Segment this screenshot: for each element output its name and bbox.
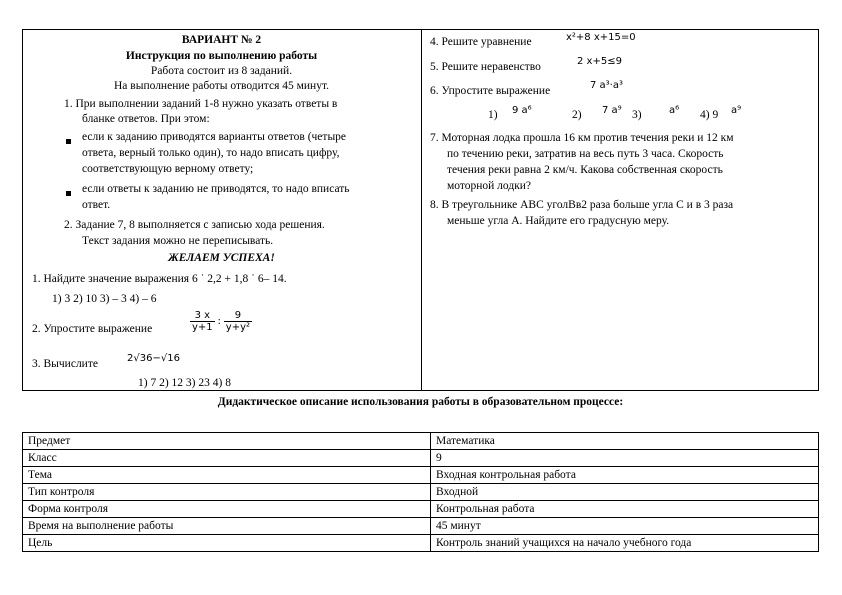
bullet2-line1: если ответы к заданию не приводятся, то надо вписать: [82, 183, 350, 195]
task4-expression: x²+8 x+15=0: [566, 32, 636, 43]
instructions-line1: Работа состоит из 8 заданий.: [150, 65, 293, 77]
task8-line1: 8. В треугольнике ABC уголВв2 раза больше угла С и в 3 раза: [430, 199, 734, 211]
table-row: [23, 450, 819, 467]
fraction-1-numerator: 3 x: [190, 310, 215, 322]
task5-expression: 2 x+5≤9: [577, 56, 622, 67]
instruction-item2-cont: Текст задания можно не переписывать.: [82, 235, 274, 247]
task6-answer4-value: a⁹: [731, 105, 742, 116]
task8-line2: меньше угла А. Найдите его градусную меру.: [447, 215, 670, 227]
task6-answer1-label: 1): [488, 109, 498, 121]
table-cell-value: Математика: [431, 433, 819, 450]
task6-answer4-label: 4) 9: [700, 109, 719, 121]
task4-text: 4. Решите уравнение: [430, 36, 532, 48]
table-row: [23, 501, 819, 518]
task2-text: 2. Упростите выражение: [32, 323, 153, 335]
fraction-2-numerator: 9: [224, 310, 252, 322]
task6-answer2-label: 2): [572, 109, 582, 121]
instruction-item2: 2. Задание 7, 8 выполняется с записью хода решения.: [64, 219, 325, 231]
table-row: [23, 433, 819, 450]
table-cell-value: 9: [431, 450, 819, 467]
task2-expression: $\frac{3 x}{y+1}$ : $\frac{9}{\text{y+y²}}$: [192, 310, 251, 333]
task6-answer3-label: 3): [632, 109, 642, 121]
task6-expression: 7 a³·a³: [590, 80, 623, 91]
task3-answers: 1) 7 2) 12 3) 23 4) 8: [138, 377, 231, 389]
table-cell-key: Цель: [23, 535, 431, 552]
instructions-line2: На выполнение работы отводится 45 минут.: [114, 80, 329, 92]
table-cell-value: Входная контрольная работа: [431, 467, 819, 484]
table-cell-key: Время на выполнение работы: [23, 518, 431, 535]
table-row: [23, 484, 819, 501]
task6-answer3-value: a⁶: [669, 105, 680, 116]
task1-answers: 1) 3 2) 10 3) – 3 4) – 6: [52, 293, 157, 305]
instruction-item1: 1. При выполнении заданий 1-8 нужно указать ответы в: [64, 98, 338, 110]
table-cell-key: Форма контроля: [23, 501, 431, 518]
bullet-icon: [66, 186, 77, 201]
task6-answer2-value: 7 a⁹: [602, 105, 622, 116]
fraction-1: [190, 310, 215, 333]
bullet-icon: [66, 134, 77, 149]
fraction-1-denominator: y+1: [192, 322, 213, 333]
variant-title: ВАРИАНТ № 2: [181, 34, 262, 46]
didactic-title: Дидактическое описание использования работы в образовательном процессе:: [217, 396, 624, 408]
bullet1-line3: соответствующую верному ответу;: [82, 163, 254, 175]
task7-line2: по течению реки, затратив на весь путь 3 часа. Скорость: [447, 148, 724, 160]
task7-line3: течения реки равна 2 км/ч. Какова собственная скорость: [447, 164, 723, 176]
column-divider: [421, 29, 422, 391]
bullet1-line1: если к заданию приводятся варианты ответов (четыре: [82, 131, 347, 143]
table-cell-key: Тип контроля: [23, 484, 431, 501]
table-cell-key: Класс: [23, 450, 431, 467]
table-row: [23, 518, 819, 535]
table-cell-key: Тема: [23, 467, 431, 484]
table-cell-value: 45 минут: [431, 518, 819, 535]
instruction-item1-cont: бланке ответов. При этом:: [82, 113, 210, 125]
task6-text: 6. Упростите выражение: [430, 85, 551, 97]
table-cell-key: Предмет: [23, 433, 431, 450]
task7-line4: моторной лодки?: [447, 180, 532, 192]
task3-text: 3. Вычислите: [32, 358, 98, 370]
fraction-2-denominator: y+y²: [225, 322, 251, 333]
table-cell-value: Контрольная работа: [431, 501, 819, 518]
task5-text: 5. Решите неравенство: [430, 61, 541, 73]
table-row: [23, 535, 819, 552]
fraction-2: [224, 310, 252, 333]
table-row: [23, 467, 819, 484]
task7-line1: 7. Моторная лодка прошла 16 км против течения реки и 12 км: [430, 132, 734, 144]
bullet2-line2: ответ.: [82, 199, 111, 211]
didactic-table: [22, 432, 819, 552]
instructions-title: Инструкция по выполнению работы: [125, 50, 318, 62]
table-cell-value: Входной: [431, 484, 819, 501]
bullet1-line2: ответа, верный только один), то надо вписать цифру,: [82, 147, 340, 159]
task6-answer1-value: 9 a⁶: [512, 105, 532, 116]
wish-text: ЖЕЛАЕМ УСПЕХА!: [168, 252, 275, 264]
table-cell-value: Контроль знаний учащихся на начало учебного года: [431, 535, 819, 552]
task1-text: 1. Найдите значение выражения 6 ˙ 2,2 + 1,8 ˙ 6– 14.: [32, 273, 287, 285]
task3-expression: 2√36−√16: [127, 353, 180, 364]
